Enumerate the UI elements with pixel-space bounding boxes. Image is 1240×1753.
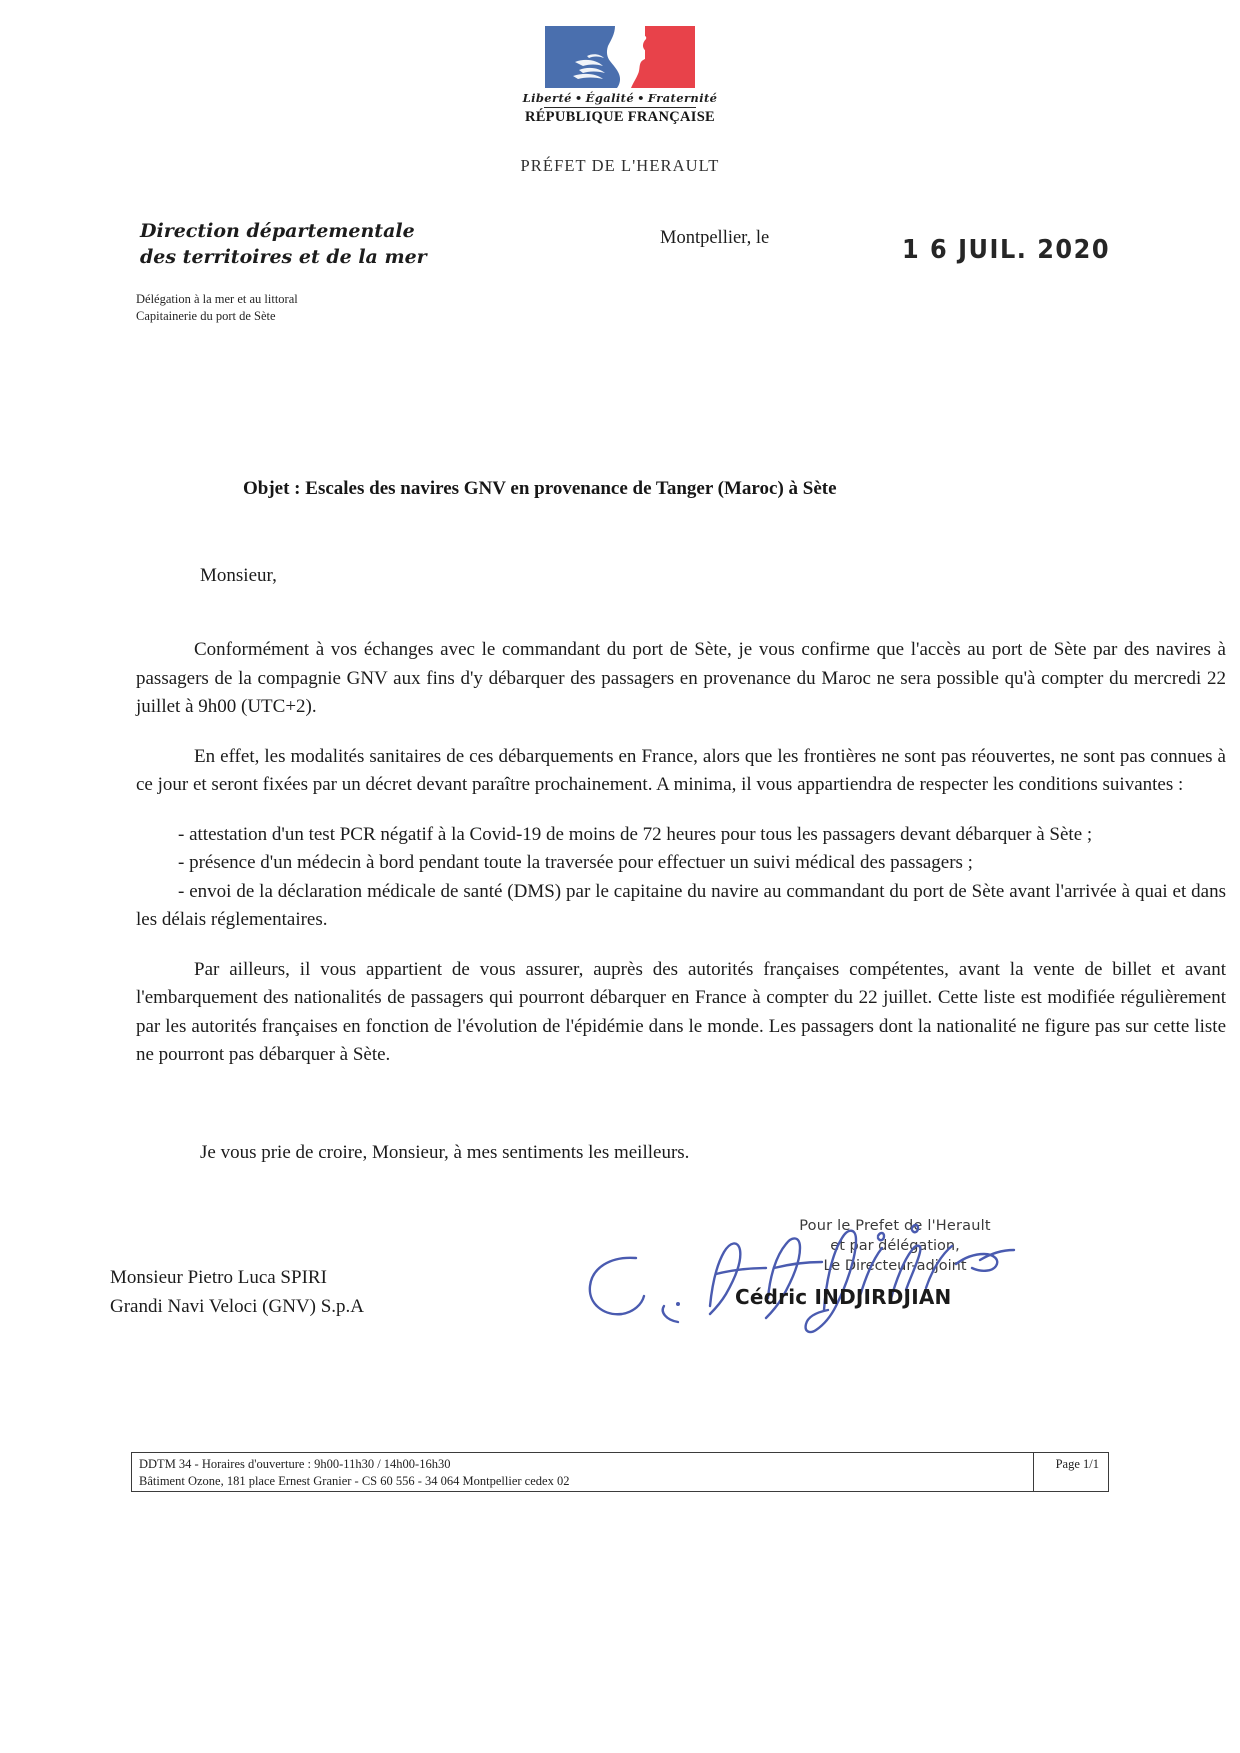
issuing-service <box>140 218 427 270</box>
place-date-label: Montpellier, le <box>660 228 770 248</box>
marianne-flag-icon <box>545 26 695 88</box>
signature-authority-block <box>745 1216 1045 1276</box>
signature-line-2: et par délégation, <box>830 1238 960 1254</box>
issuing-subservice <box>136 291 298 324</box>
motto-liberte: Liberté <box>522 91 572 105</box>
body-bullet-2: - présence d'un médecin à bord pendant toute la traversée pour effectuer un suivi médical des passagers ; <box>178 852 973 873</box>
subservice-line-1: Délégation à la mer et au littoral <box>136 292 298 306</box>
republic-name: RÉPUBLIQUE FRANÇAISE <box>524 109 716 125</box>
body-paragraph-2: En effet, les modalités sanitaires de ces débarquements en France, alors que les frontières ne sont pas réouvertes, ne sont pas connues à ce jour et seront fixées par un décret devant paraître prochainement. A minima, il vous appartiendra de respecter les conditions suivantes : <box>136 745 1226 795</box>
objet-text: Escales des navires GNV en provenance de Tanger (Maroc) à Sète <box>305 478 837 499</box>
footer-line-2: Bâtiment Ozone, 181 place Ernest Granier - CS 60 556 - 34 064 Montpellier cedex 02 <box>139 1474 570 1488</box>
signature-line-1: Pour le Prefet de l'Herault <box>799 1218 991 1234</box>
motto-sep-2: • <box>637 91 645 105</box>
motto-sep-1: • <box>574 91 583 105</box>
footer-page-number: Page 1/1 <box>1055 1457 1099 1471</box>
republic-motto <box>0 91 1240 105</box>
signature-line-3: Le Directeur-adjoint <box>823 1258 967 1274</box>
objet-label: Objet : <box>243 478 301 499</box>
republic-emblem-block <box>0 26 1240 176</box>
recipient-company: Grandi Navi Veloci (GNV) S.p.A <box>110 1296 364 1317</box>
closing-formula: Je vous prie de croire, Monsieur, à mes sentiments les meilleurs. <box>200 1142 690 1163</box>
page-footer <box>131 1452 1109 1492</box>
service-line-2: des territoires et de la mer <box>140 246 427 268</box>
service-line-1: Direction départementale <box>140 220 415 242</box>
footer-contact <box>139 1456 569 1490</box>
recipient-name: Monsieur Pietro Luca SPIRI <box>110 1267 327 1288</box>
footer-divider <box>1033 1453 1034 1491</box>
salutation: Monsieur, <box>200 565 277 586</box>
letter-body <box>136 636 1226 1091</box>
date-stamp: 1 6 JUIL. 2020 <box>902 234 1111 265</box>
objet-line <box>243 478 837 500</box>
body-bullet-3: - envoi de la déclaration médicale de santé (DMS) par le capitaine du navire au commandant du port de Sète avant l'arrivée à quai et dans les délais réglementaires. <box>136 880 1226 930</box>
recipient-block <box>110 1263 364 1321</box>
emblem-divider <box>544 107 696 108</box>
motto-fraternite: Fraternité <box>647 91 718 105</box>
prefecture-title: PRÉFET DE L'HERAULT <box>520 156 720 175</box>
subservice-line-2: Capitainerie du port de Sète <box>136 308 276 323</box>
footer-line-1: DDTM 34 - Horaires d'ouverture : 9h00-11h30 / 14h00-16h30 <box>139 1457 451 1471</box>
motto-egalite: Égalité <box>585 91 635 105</box>
signatory-name: Cédric INDJIRDJIAN <box>735 1285 952 1309</box>
body-paragraph-1: Conformément à vos échanges avec le commandant du port de Sète, je vous confirme que l'accès au port de Sète par des navires à passagers de la compagnie GNV aux fins d'y débarquer des passagers en provenance du Maroc ne sera possible qu'à compter du mercredi 22 juillet à 9h00 (UTC+2). <box>136 639 1226 717</box>
body-bullet-1: - attestation d'un test PCR négatif à la Covid-19 de moins de 72 heures pour tous les passagers devant débarquer à Sète ; <box>178 823 1093 845</box>
body-paragraph-3: Par ailleurs, il vous appartient de vous assurer, auprès des autorités françaises compétentes, avant la vente de billet et avant l'embarquement des nationalités de passagers qui pourront débarquer en France à compter du 22 juillet. Cette liste est modifiée régulièrement par les autorités françaises en fonction de l'évolution de l'épidémie dans le monde. Les passagers dont la nationalité ne figure pas sur cette liste ne pourront pas débarquer à Sète. <box>136 958 1226 1065</box>
